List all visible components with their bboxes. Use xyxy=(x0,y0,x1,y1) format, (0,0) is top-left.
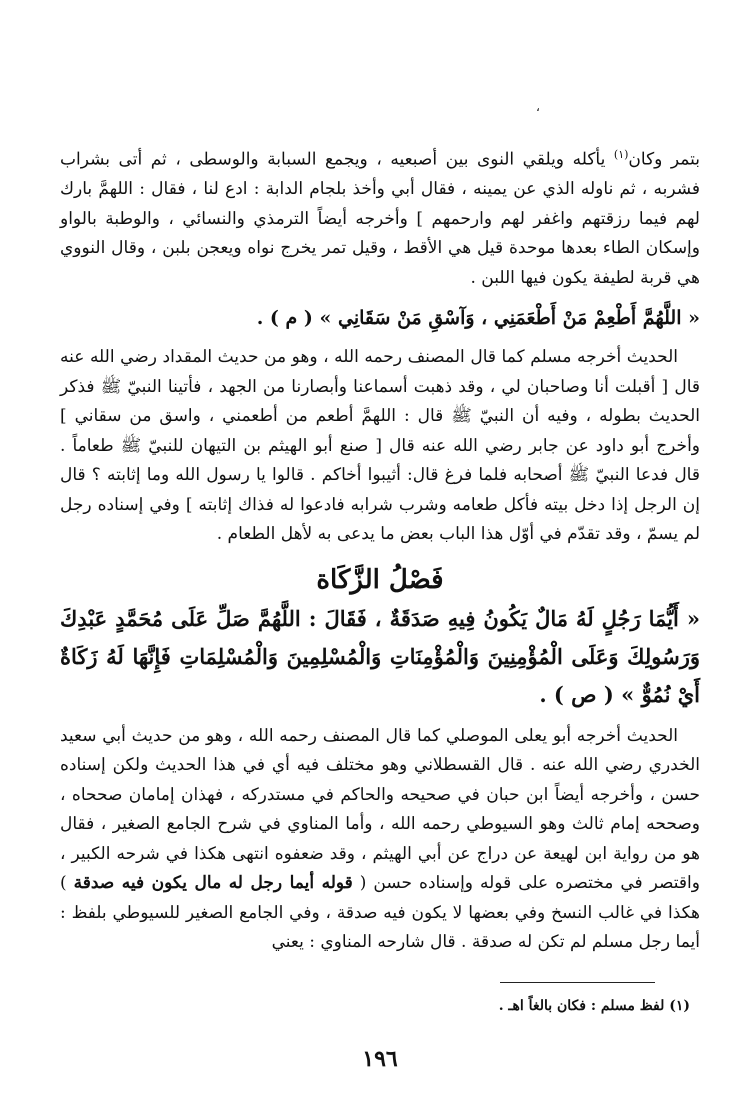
commentary-1: الحديث أخرجه مسلم كما قال المصنف رحمه الله ، وهو من حديث المقداد رضي الله عنه قال [ أقبلت أنا وصاحبان لي ، وقد ذهبت أسماعنا وأبصارنا من الجهد ، فأتينا النبيّ ﷺ فذكر الحديث بطوله ، وفيه أن النبيّ ﷺ قال : اللهمَّ أطعم من أطعمني ، واسق من سقاني ] وأخرج أبو داود عن جابر رضي الله عنه قال [ صنع أبو الهيثم بن التيهان للنبيّ ﷺ طعاماً . قال فدعا النبيّ ﷺ أصحابه فلما فرغ قال: أثيبوا أخاكم . قالوا يا رسول الله وما إثابته ؟ قال إن الرجل إذا دخل بيته فأكل طعامه وشرب شرابه فادعوا له فذاك إثابته ] وفي إسناده رجل لم يسمّ ، وقد تقدّم في أوّل هذا الباب بعض ما يدعى به لأهل الطعام . xyxy=(60,347,700,545)
commentary-2-end: ) هكذا في غالب النسخ وفي بعضها لا يكون فيه صدقة ، وفي الجامع الصغير للسيوطي بلفظ : أيما رجل مسلم لم تكن له صدقة . قال شارحه المناوي : يعني xyxy=(60,873,700,953)
page-number: ١٩٦ xyxy=(362,1046,398,1072)
hadith-1 xyxy=(60,299,700,337)
commentary-2 xyxy=(60,722,700,958)
page-body xyxy=(60,140,700,958)
footnote-divider xyxy=(500,982,655,983)
hadith-2-text: « أَيُّمَا رَجُلٍ لَهُ مَالٌ يَكُونُ فِيهِ صَدَقَةٌ ، فَقَالَ : اللَّهُمَّ صَلِّ عَلَى مُحَمَّدٍ عَبْدِكَ وَرَسُولِكَ وَعَلَى الْمُؤْمِنِينَ وَالْمُؤْمِنَاتِ وَالْمُسْلِمِينَ وَالْمُسْلِمَاتِ فَإِنَّهَا لَهُ زَكَاةٌ أَيْ نُمُوٌّ » xyxy=(60,605,700,707)
hadith-1-text: « اللَّهُمَّ أَطْعِمْ مَنْ أَطْعَمَنِي ، وَآسْقِ مَنْ سَقَانِي » xyxy=(319,307,700,330)
corner-mark: ، xyxy=(536,100,540,114)
hadith-2 xyxy=(60,600,700,714)
opening-text-start: بتمر وكان xyxy=(628,149,700,170)
hadith-1-source: ( م ) . xyxy=(256,307,320,330)
opening-text-rest: يأكله ويلقي النوى بين أصبعيه ، ويجمع السبابة والوسطى ، ثم أتى بشراب فشربه ، ثم ناوله الذي عن يمينه ، فقال أبي وأخذ بلجام الدابة : ادع لنا ، فقال : اللهمَّ بارك لهم فيما رزقتهم واغفر لهم وارحمهم ] وأخرجه أيضاً الترمذي والنسائي ، والوطبة بالواو وإسكان الطاء بعدها موحدة قيل هي الأقط ، وقيل تمر يخرج نواه ويعجن بلبن ، وقال النووي هي قربة لطيفة يكون فيها اللبن . xyxy=(60,149,700,288)
footnote-reference[interactable]: (١) xyxy=(613,148,629,161)
opening-paragraph xyxy=(60,140,700,293)
commentary-2-start: الحديث أخرجه أبو يعلى الموصلي كما قال المصنف رحمه الله ، وهو من حديث أبي سعيد الخدري رضي الله عنه . قال القسطلاني وهو مختلف فيه أي في هذا الحديث ولكن إسناده حسن ، وأخرجه أيضاً ابن حبان في صحيحه والحاكم في مستدركه ، فهذان إمامان صححاه ، وصححه إمام ثالث وهو السيوطي رحمه الله ، وأما المناوي في شرح الجامع الصغير ، فقال هو من رواية ابن لهيعة عن دراج عن أبي الهيثم ، وقد ضعفوه انتهى هكذا في شرحه الكبير ، واقتصر في مختصره على قوله وإسناده حسن ( xyxy=(60,725,700,894)
hadith-2-source: ( ص ) . xyxy=(539,681,622,707)
footnote: (١) لفظ مسلم : فكان بالغاً اهـ . xyxy=(498,998,690,1014)
section-title: فَصْلُ الزَّكَاة xyxy=(316,564,444,595)
commentary-2-quoted: قوله أيما رجل له مال يكون فيه صدقة xyxy=(73,873,353,894)
